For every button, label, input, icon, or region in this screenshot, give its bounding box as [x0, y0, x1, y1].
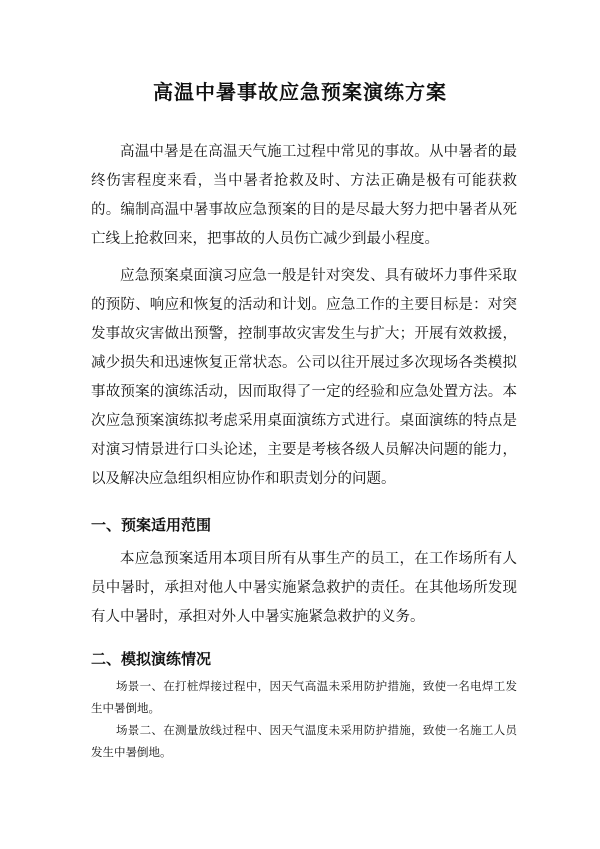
- section-heading-scope: 一、预案适用范围: [91, 516, 212, 534]
- drill-scene-2: 场景二、在测量放线过程中、因天气温度未采用防护措施，致使一名施工人员发生中暑倒地。: [91, 723, 517, 759]
- drill-scene-1: 场景一、在打桩焊接过程中，因天气高温未采用防护措施，致使一名电焊工发生中暑倒地。: [91, 679, 517, 715]
- section-heading-drill: 二、模拟演练情况: [91, 650, 212, 668]
- section-paragraph-scope: 本应急预案适用本项目所有从事生产的员工，在工作场所有人员中暑时，承担对他人中暑实施紧急救护的责任。在其他场所发现有人中暑时，承担对外人中暑实施紧急救护的义务。: [91, 551, 517, 625]
- intro-paragraph-1: 高温中暑是在高温天气施工过程中常见的事故。从中暑者的最终伤害程度来看，当中暑者抢救及时、方法正确是极有可能获救的。编制高温中暑事故应急预案的目的是尽最大努力把中暑者从死亡线上抢救回来，把事故的人员伤亡减少到最小程度。: [91, 144, 517, 247]
- intro-paragraph-2: 应急预案桌面演习应急一般是针对突发、具有破坏力事件采取的预防、响应和恢复的活动和计划。应急工作的主要目标是：对突发事故灾害做出预警，控制事故灾害发生与扩大；开展有效救援，减少损失和迅速恢复正常状态。公司以往开展过多次现场各类模拟事故预案的演练活动，因而取得了一定的经验和应急处置方法。本次应急预案演练拟考虑采用桌面演练方式进行。桌面演练的特点是对演习情景进行口头论述，主要是考核各级人员解决问题的能力，以及解决应急组织相应协作和职责划分的问题。: [91, 268, 517, 487]
- document-title: 高温中暑事故应急预案演练方案: [153, 80, 447, 104]
